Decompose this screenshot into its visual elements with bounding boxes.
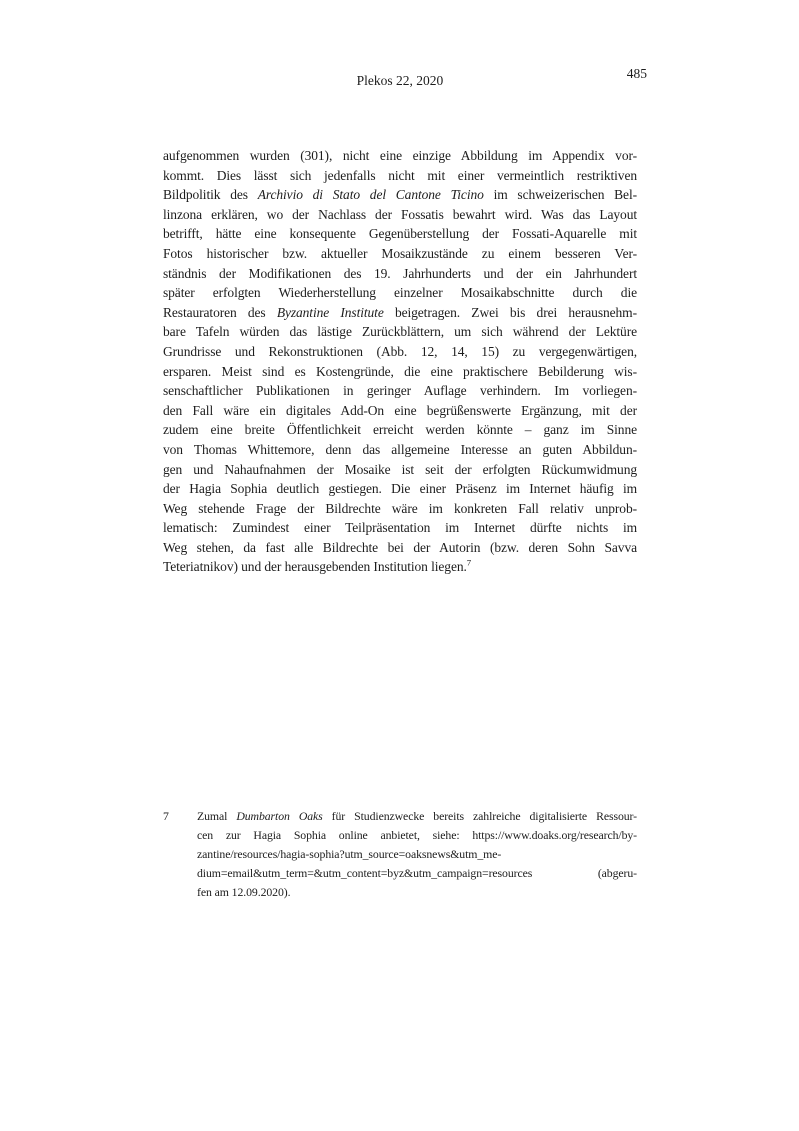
text-line [163,166,637,186]
text-segment: später erfolgten Wiederherstellung einzelner Mosaikabschnitte durch die [163,285,637,301]
text-segment: zantine/resources/hagia-sophia?utm_source=oaksnews&utm_me- [197,847,502,861]
text-line [163,342,637,362]
text-segment: ständnis der Modifikationen des 19. Jahrhunderts und der ein Jahrhundert [163,265,637,281]
text-line [163,185,637,205]
text-segment: bare Tafeln würden das lästige Zurückblättern, um sich während der Lektüre [163,324,637,340]
text-segment: aufgenommen wurden (301), nicht eine einzige Abbildung im Appendix vor- [163,148,637,163]
text-line [163,557,637,577]
text-segment: der Hagia Sophia deutlich gestiegen. Die einer Präsenz im Internet häufig im [163,481,637,497]
text-line [163,362,637,382]
text-segment: Zumal [197,809,237,823]
running-header [163,73,637,89]
italic-text: Byzantine Institute [276,304,384,320]
text-line [197,883,637,902]
text-segment: Bildpolitik des [163,187,258,203]
text-segment: Restauratoren des [163,304,277,320]
text-line [197,845,637,864]
text-segment: dium=email&utm_term=&utm_content=byz&utm_campaign=resources (abgeru- [197,866,637,880]
text-line [197,826,637,845]
text-line [163,283,637,303]
text-segment: fen am 12.09.2020). [197,885,291,899]
footnote [163,807,637,902]
text-segment: Weg stehende Frage der Bildrechte wäre im konkreten Fall relativ unprob- [163,500,637,516]
footnote-number: 7 [163,809,169,823]
text-line [197,864,637,883]
text-segment: gen und Nahaufnahmen der Mosaike ist seit der erfolgten Rückumwidmung [163,461,637,477]
text-segment: linzona erklären, wo der Nachlass der Fossatis bewahrt wird. Was das Layout [163,206,637,222]
text-segment: Teteriatnikov) und der herausgebenden Institution liegen. [163,559,467,575]
italic-text: Archivio di Stato del Cantone Ticino [257,187,484,203]
text-line [163,420,637,440]
text-segment: kommt. Dies lässt sich jedenfalls nicht mit einer vermeintlich restriktiven [163,167,637,183]
text-segment: lematisch: Zumindest einer Teilpräsentation im Internet dürfte nichts im [163,520,637,536]
text-segment: von Thomas Whittemore, denn das allgemeine Interesse an guten Abbildun- [163,441,637,457]
text-line [163,518,637,538]
text-line [163,205,637,225]
italic-text: Dumbarton Oaks [236,809,323,823]
text-line [163,146,637,166]
text-line [163,440,637,460]
text-segment: cen zur Hagia Sophia online anbietet, siehe: https://www.doaks.org/research/by- [197,828,637,842]
text-segment: den Fall wäre ein digitales Add-On eine begrüßenswerte Ergänzung, mit der [163,402,637,418]
text-line [163,381,637,401]
text-segment: zudem eine breite Öffentlichkeit erreicht werden könnte – ganz im Sinne [163,422,637,438]
text-line [163,264,637,284]
footnote-reference-mark: 7 [466,557,472,568]
journal-title: Plekos 22, 2020 [356,73,444,88]
text-line [163,322,637,342]
text-segment: ersparen. Meist sind es Kostengründe, die eine praktischere Bebilderung wis- [163,363,637,379]
text-line [163,224,637,244]
text-line [197,807,637,826]
text-line [163,499,637,519]
text-line [163,401,637,421]
page-number: 485 [626,66,647,81]
text-segment: für Studienzwecke bereits zahlreiche digitalisierte Ressour- [322,809,637,823]
text-segment: betrifft, hätte eine konsequente Gegenüberstellung der Fossati-Aquarelle mit [163,226,637,242]
text-segment: senschaftlicher Publikationen in geringer Auflage verhindern. Im vorliegen- [163,383,637,399]
text-segment: im schweizerischen Bel- [483,187,637,203]
text-segment: Weg stehen, da fast alle Bildrechte bei der Autorin (bzw. deren Sohn Savva [163,539,637,555]
text-segment: beigetragen. Zwei bis drei herausnehm- [383,304,637,320]
main-paragraph [163,146,637,577]
text-line [163,303,637,323]
footnote-text [197,807,637,902]
text-line [163,460,637,480]
text-line [163,244,637,264]
text-segment: Fotos historischer bzw. aktueller Mosaikzustände zu einem besseren Ver- [163,245,637,261]
text-segment: Grundrisse und Rekonstruktionen (Abb. 12, 14, 15) zu vergegenwärtigen, [163,343,637,359]
text-line [163,538,637,558]
text-line [163,479,637,499]
